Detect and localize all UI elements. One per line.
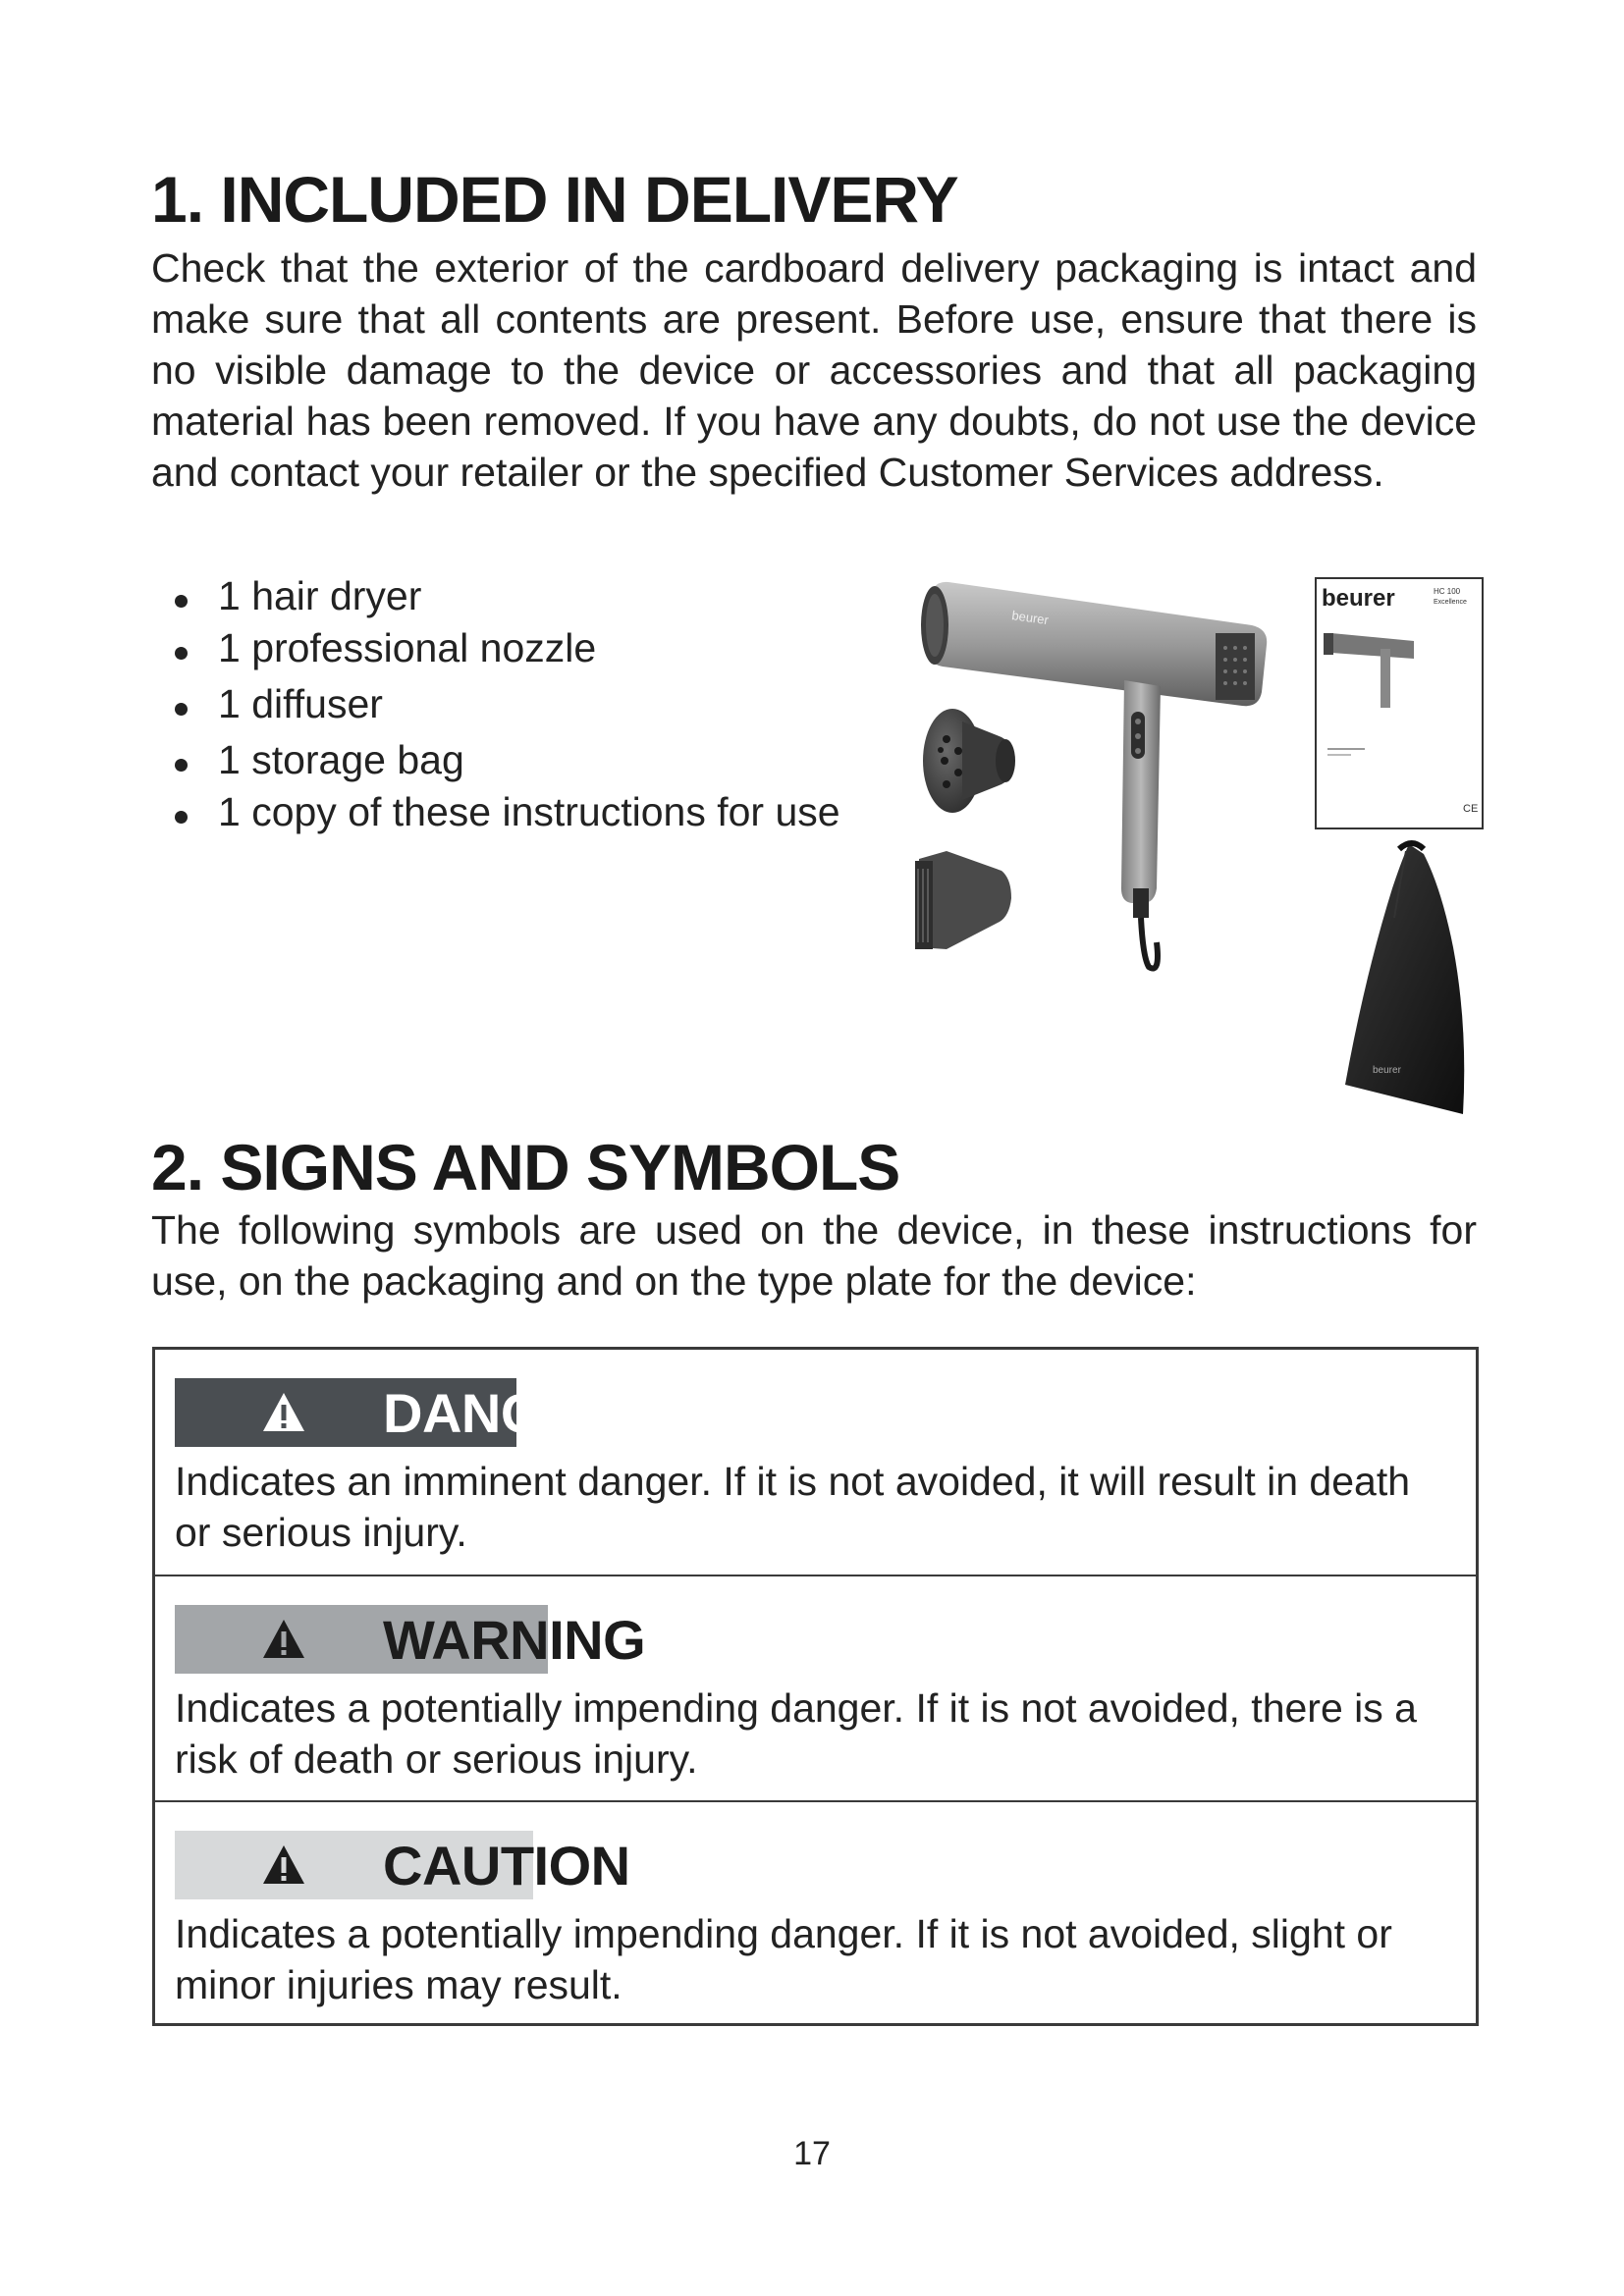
- warning-signal-panel: [175, 1605, 656, 1674]
- manual-brand-label: beurer: [1322, 585, 1395, 612]
- manual-model-label: HC 100: [1434, 587, 1461, 596]
- list-item: 1 copy of these instructions for use: [165, 789, 840, 841]
- symbol-row-caution: [155, 1802, 1476, 2026]
- symbol-row-danger: [155, 1350, 1476, 1576]
- page-number: 17: [793, 2135, 831, 2172]
- warning-triangle-icon: [261, 1842, 306, 1888]
- danger-description: Indicates an imminent danger. If it is not avoided, it will result in death or serious injury.: [175, 1459, 1411, 1555]
- diffuser-image: [923, 709, 1015, 813]
- caution-description: Indicates a potentially impending danger. If it is not avoided, slight or minor injuries may result.: [175, 1911, 1392, 2007]
- manual-subtitle-label: Excellence: [1434, 599, 1467, 606]
- warning-signal-word: WARNING: [383, 1609, 646, 1671]
- instruction-manual-image: [1316, 578, 1483, 828]
- storage-bag-image: [1345, 843, 1464, 1114]
- list-item: 1 storage bag: [165, 737, 840, 789]
- caution-signal-word: CAUTION: [383, 1835, 630, 1896]
- list-item: 1 diffuser: [165, 681, 840, 737]
- list-item: 1 professional nozzle: [165, 625, 840, 681]
- warning-triangle-icon: [261, 1617, 306, 1662]
- dryer-brand-label: beurer: [1010, 608, 1050, 628]
- section-1-heading: 1. INCLUDED IN DELIVERY: [151, 163, 958, 236]
- section-2-heading: 2. SIGNS AND SYMBOLS: [151, 1131, 900, 1203]
- nozzle-image: [915, 851, 1011, 949]
- ce-mark: CE: [1463, 803, 1479, 815]
- list-item: 1 hair dryer: [165, 573, 840, 625]
- delivery-contents-illustration: [903, 564, 1492, 1124]
- danger-signal-panel: [175, 1378, 656, 1447]
- symbol-row-warning: [155, 1576, 1476, 1802]
- caution-signal-panel: [175, 1831, 656, 1899]
- delivery-contents-list: [165, 573, 840, 841]
- section-2-paragraph: The following symbols are used on the device, in these instructions for use, on the packaging and on the type plate for the device:: [151, 1207, 1477, 1304]
- danger-signal-word: DANGER: [383, 1382, 619, 1444]
- warning-description: Indicates a potentially impending danger. If it is not avoided, there is a risk of death or serious injury.: [175, 1685, 1417, 1782]
- bag-brand-label: beurer: [1373, 1065, 1401, 1076]
- section-1-paragraph: Check that the exterior of the cardboard delivery packaging is intact and make sure that all contents are present. Before use, ensure that there is no visible damage to the device or accessories and that all packaging material has been removed. If you have any doubts, do not use the device and contact your retailer or the specified Customer Services address.: [151, 245, 1477, 495]
- safety-symbols-table: [152, 1347, 1479, 2026]
